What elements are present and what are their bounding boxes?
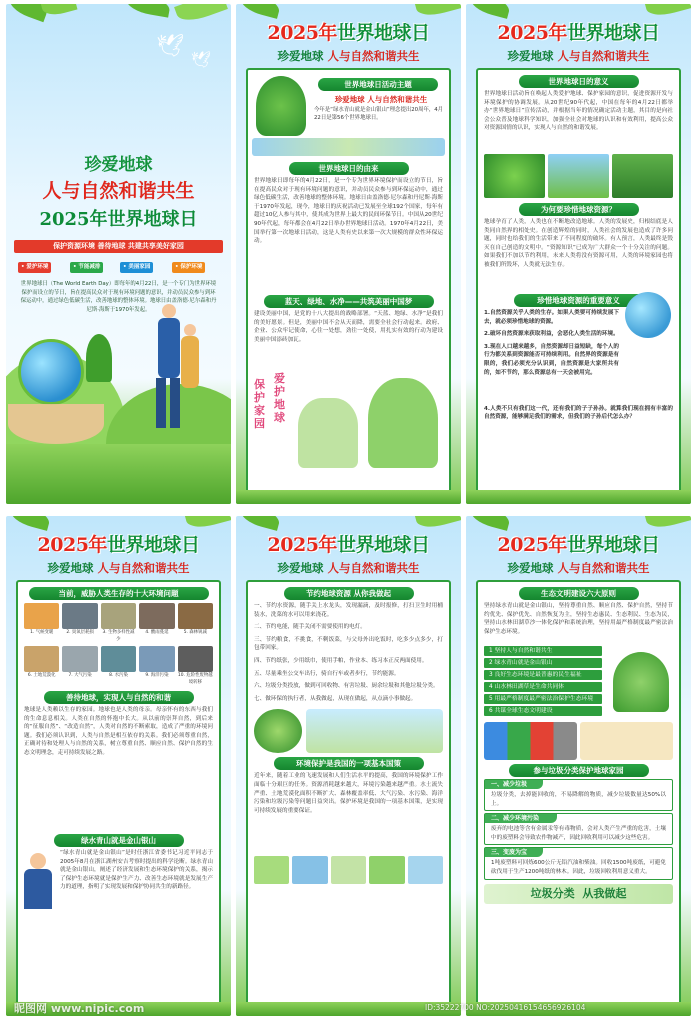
save-illustration <box>248 705 449 757</box>
dove-icon: 🕊 <box>191 50 212 69</box>
principle-item-1: 1 坚持人与自然和谐共生 <box>484 646 602 656</box>
save-item-3: 三、节约粮食，不挑食，不剩饭菜，与父母外出吃饭时，吃多少点多少，打包带回家。 <box>254 636 443 652</box>
content-card <box>476 580 681 1005</box>
importance-item-3: 3.现在人口越来越多，自然资源却日益短缺，每个人的行为都关系到资源能否可持续利用。自然界的资源是有限的，我们必须充分认识到，自然资源是大家所共有的，如不节约，那么资源总有一天会被用完。 <box>484 343 619 376</box>
save-item-7: 七、做环保的执行者，从我做起，从现在做起，从点滴小事做起。 <box>254 695 417 702</box>
section-why-text: 地球孕育了人类，人类也在不断地改造地球。人类的发展史，归根结底是人类同自然界的相处史。在创造辉煌的同时，人类社会的发展也造成了许多问题，同时也给我们的生活带来了不同程度的破坏。有人预言，人类最终是毁灭在自己创造的文明中。“资源知识”已成为广大群众一个十分关注的问题。如果我们不加以节约利用，未来人类将没有资源可用，人类的环境家园也将被我们所毁坏，人类就无法生存。 <box>484 219 673 268</box>
theme-slogan: 珍爱地球 人与自然和谐共生 <box>334 95 428 104</box>
section-why-title: 为何要珍惜地球资源？ <box>519 203 639 216</box>
garbage-step-3: 三、变废为宝 1吨废塑料可回炼600公斤无铅汽油和柴油。回收1500吨废纸，可避免砍伐用于生产1200吨纸的林木。因此，垃圾回收利用意义重大。 <box>484 847 673 879</box>
content-card <box>246 68 451 493</box>
section-garbage-title: 参与垃圾分类保护地球家园 <box>509 764 649 777</box>
tag-3: • 美丽家园 <box>120 262 153 273</box>
header-subtitle: 珍爱地球 人与自然和谐共生 <box>277 49 420 63</box>
poster-origin <box>236 4 461 504</box>
problem-item: 2. 臭氧层耗损 <box>62 603 97 643</box>
cartoon-word-1: 保护家园 <box>254 378 265 430</box>
header-title: 2025年世界地球日 <box>267 534 430 556</box>
cover-intro: 世界地球日（The World Earth Day）即每年的4月22日，是一个专门为世界环境保护而设立的节日，旨在提高民众对于现有环境问题的意识，并动员民众参与到环保运动中，通过绿色低碳生活，改善地球的整体环境。地球日由盖洛德·尼尔森和丹尼斯·海斯于1970年发起。 <box>20 281 217 313</box>
content-card <box>476 68 681 493</box>
header-title: 2025年世界地球日 <box>37 534 200 556</box>
section-green-mountains-text: “绿水青山就是金山银山”是时任浙江省委书记习近平同志于2005年8月在浙江湖州安吉考察时提出的科学论断。绿水青山就是金山银山，阐述了经济发展和生态环境保护的关系，揭示了保护生态环境就是保护生产力、改善生态环境就是发展生产力的道理，指明了实现发展和保护协同共生的新路径。 <box>60 850 213 891</box>
section-policy-title: 环境保护是我国的一项基本国策 <box>274 757 424 770</box>
section-harmony-text: 地球是人类赖以生存的家园。地球也是人类的母亲。母亲怀有的东西与我们的生命息息相关。人类在自然的怀抱中长大。从以前的崇拜自然，到后来的“征服自然”、“改造自然”，人类对自然的不断索取，造成了严重的环境问题。我们必须认识到，人类与自然是相互依存的关系。我们必须尊重自然，正确对待和处理人与自然的关系，树立尊重自然、顺应自然、保护自然的生态文明理念，走可持续发展之路。 <box>24 707 213 756</box>
problem-item: 8. 水污染 <box>101 646 136 686</box>
globe-illustration <box>18 339 84 405</box>
section-problems-title: 当前，威胁人类生存的十大环境问题 <box>29 587 209 600</box>
tag-1: • 爱护环境 <box>18 262 51 273</box>
section-principles-title: 生态文明建设六大原则 <box>519 587 639 600</box>
principle-item-4: 4 山水林田湖草是生命共同体 <box>484 682 602 692</box>
header-subtitle: 珍爱地球 人与自然和谐共生 <box>507 561 650 575</box>
cartoon-illustration <box>248 368 449 480</box>
section-origin-text: 世界地球日即每年的4月22日，是一个专为世界环境保护而设立的节日，旨在提高民众对于现有环境问题的意识，并动员民众参与到环保运动中，通过绿色低碳生活，改善地球的整体环境。地球日由盖洛德·尼尔森和丹尼斯·海斯于1970年发起，现今，地球日的庆祝活动已发展至全球192个国家，每年有超过10亿人参与其中，使其成为世界上最大的民间环保节日。中国从20世纪90年代起，每年都会在4月22日举办世界地球日活动。1970年4月22日，美国举行第一次地球日活动，这是人类有史以来第一次大规模的群众性环保运动。 <box>254 178 443 245</box>
footer-slogan: 垃圾分类 从我做起 <box>484 884 673 904</box>
section-china-dream-title: 蓝天、绿地、水净——共筑美丽中国梦 <box>264 295 434 308</box>
problem-item: 10. 危险性废物越境转移 <box>178 646 213 686</box>
theme-bar: 世界地球日活动主题 <box>318 78 438 91</box>
cartoon-word-2: 爱护地球 <box>274 372 285 424</box>
hand-illustration <box>8 404 104 444</box>
garbage-step-2: 二、减少环境污染 废弃的电池等含有金属汞等有毒物质，会对人类产生严重的危害，土壤中的废塑料会导致农作物减产，因此回收利用可以减少这些危害。 <box>484 813 673 845</box>
save-item-6: 六、垃圾分类投放，做到可回收物、有害垃圾、厨余垃圾和其他垃圾分类。 <box>254 683 439 690</box>
poster-save-resources <box>236 516 461 1016</box>
problem-item: 4. 酸雨蔓延 <box>139 603 174 643</box>
cover-slogan: 保护资源环境 善待地球 共建共享美好家园 <box>14 240 223 253</box>
importance-item-1: 1.自然资源关乎人类的生存。如果人类要可持续发展下去，就必须珍惜地球的资源。 <box>484 310 619 325</box>
problem-item: 9. 海洋污染 <box>139 646 174 686</box>
speaker-illustration <box>24 853 52 913</box>
header-subtitle: 珍爱地球 人与自然和谐共生 <box>47 561 190 575</box>
section-china-dream-text: 建设美丽中国，是党的十八大提出的战略部署。“天蓝、地绿、水净”是我们的美好愿景。但是，美丽中国不会从天而降，需要全社会行动起来。政府、企业、公众牢记使命，心往一处想，劲往一处使，用扎实有效的行动为建设美丽中国添砖加瓦。 <box>254 311 443 343</box>
save-item-5: 五、尽量乘坐公交车出行，骑自行车或者步行，节约能源。 <box>254 670 400 677</box>
problem-item: 3. 生物多样性减少 <box>101 603 136 643</box>
principle-item-2: 2 绿水青山就是金山银山 <box>484 658 602 668</box>
meaning-photos <box>478 152 679 200</box>
problem-item: 5. 森林锐减 <box>178 603 213 643</box>
theme-text: 今年是“绿水青山就是金山银山”理念提出20周年，4月22日是第56个世界地球日。 <box>314 107 444 122</box>
save-item-1: 一、节约水资源，随手关上水龙头，发现漏滴，及时报修，打扫卫生时用桶装水，洗菜的水可以用来浇花。 <box>254 603 443 618</box>
section-meaning-text: 世界地球日活动旨在唤起人类爱护地球、保护家园的意识，促进资源开发与环境保护的协调发展。从20世纪90年代起，中国在每年的4月22日都举办“世界地球日”宣传活动，并根据当年的情况确定活动主题，其目的是向社会公众普及地球科学知识，加强全社会对地球的认识和有效利用，提高公众对资源国情的认识，实现人与自然的和谐发展。 <box>484 91 673 132</box>
principle-item-6: 6 共谋全球生态文明建设 <box>484 706 602 716</box>
header-title: 2025年世界地球日 <box>497 22 660 44</box>
importance-item-2: 2.破坏自然资源来获取利益，会恶化人类生活的环境。 <box>484 331 619 338</box>
problem-item: 1. 气候变暖 <box>24 603 59 643</box>
section-harmony-title: 善待地球，实现人与自然的和谐 <box>44 691 194 704</box>
content-card <box>246 580 451 1005</box>
header-title: 2025年世界地球日 <box>497 534 660 556</box>
poster-problems <box>6 516 231 1016</box>
garbage-step-1: 一、减少垃圾 垃圾分类，去掉能回收的，不易降解的物质，减少垃圾数量达50%以上。 <box>484 779 673 811</box>
principle-item-5: 5 用最严格制度最严密法治保护生态环境 <box>484 694 602 704</box>
plant-hands-illustration <box>256 76 306 136</box>
tag-2: • 节能减排 <box>70 262 103 273</box>
problem-item: 6. 土地荒漠化 <box>24 646 59 686</box>
section-meaning-title: 世界地球日的意义 <box>519 75 639 88</box>
section-principles-text: 坚持绿水青山就是金山银山，坚持尊重自然、顺应自然、保护自然，坚持节约优先、保护优先、自然恢复为主，坚持生态惠民、生态利民、生态为民，坚持山水林田湖草沙一体化保护和系统治理，坚持用最严格制度最严密法治保护生态环境。 <box>484 603 673 635</box>
leaves-decoration <box>6 4 231 38</box>
problem-grid <box>18 600 219 689</box>
poster-principles <box>466 516 691 1016</box>
section-save-title: 节约地球资源 从你我做起 <box>284 587 414 600</box>
importance-item-4: 4.人类不只有我们这一代，还有我们的子子孙孙。就算我们现在拥有丰富的自然资源，能够满足我们的需求，但我们的子孙后代怎么办？ <box>484 405 673 421</box>
header-subtitle: 珍爱地球 人与自然和谐共生 <box>507 49 650 63</box>
save-item-4: 四、节约纸张，少用纸巾，使用手帕，作业本、练习本正反两面使用。 <box>254 657 428 664</box>
city-illustration <box>252 138 445 156</box>
cover-line2: 人与自然和谐共生 <box>42 180 195 202</box>
poster-cover <box>6 4 231 504</box>
section-green-mountains-title: 绿水青山就是金山银山 <box>54 834 184 847</box>
dove-icon: 🕊 <box>156 34 184 59</box>
watermark-left: 昵图网 www.nipic.com <box>14 1002 145 1015</box>
header-subtitle: 珍爱地球 人与自然和谐共生 <box>277 561 420 575</box>
cover-line1: 珍爱地球 <box>84 155 153 175</box>
watermark-right: ID:35222700 NO:20250416154656926104 <box>425 1003 586 1012</box>
section-importance-title: 珍惜地球资源的重要意义 <box>514 294 644 307</box>
save-item-2: 二、节约电能，随手关闭不需要使用的电灯。 <box>254 624 366 631</box>
content-card <box>16 580 221 1005</box>
tree-illustration <box>613 652 669 712</box>
section-origin-title: 世界地球日的由来 <box>289 162 409 175</box>
principle-item-3: 3 良好生态环境是最普惠的民生福祉 <box>484 670 602 680</box>
globe-hands-illustration <box>625 292 671 338</box>
policy-photos <box>248 854 449 886</box>
bins-illustration <box>478 720 679 762</box>
tag-4: • 保护环境 <box>172 262 205 273</box>
tree-icon <box>86 334 112 382</box>
header-title: 2025年世界地球日 <box>267 22 430 44</box>
cover-line3: 2025年世界地球日 <box>39 209 198 230</box>
family-illustration <box>154 304 210 454</box>
poster-meaning <box>466 4 691 504</box>
problem-item: 7. 大气污染 <box>62 646 97 686</box>
section-policy-text: 近年来，随着工业的飞速发展和人们生活水平的提高，我国的环境保护工作面临十分艰巨的任务。资源消耗越来越大，环境污染越来越严重。水土流失严重、土地荒漠化面积不断扩大、森林覆盖率低、大气污染、水污染、海洋污染和垃圾污染等问题日益突出。保护环境是我国的一项基本国策，是实现可持续发展的重要保证。 <box>254 773 443 814</box>
